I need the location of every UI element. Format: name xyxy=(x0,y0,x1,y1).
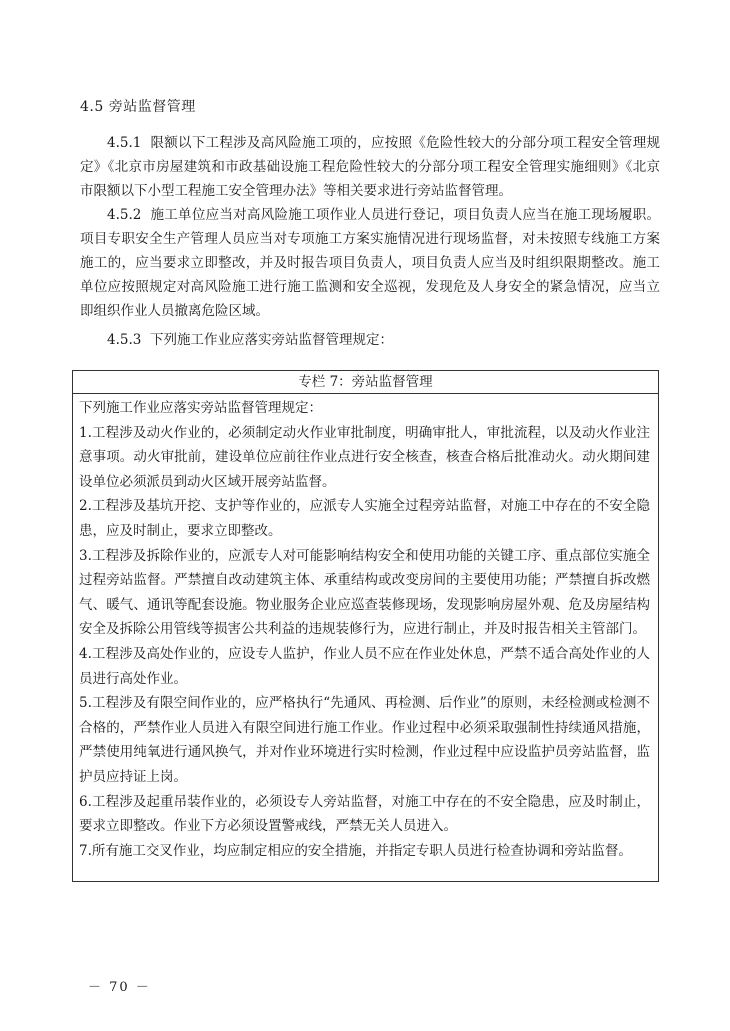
paragraph-4-5-3 xyxy=(80,328,660,352)
box-item-6: 6.工程涉及起重吊装作业的，必须设专人旁站监督，对施工中存在的不安全隐患，应及时制止，要求立即整改。作业下方必须设置警戒线，严禁无关人员进入。 xyxy=(79,793,650,835)
box-item-5: 5.工程涉及有限空间作业的，应严格执行“先通风、再检测、后作业”的原则，未经检测或检测不合格的，严禁作业人员进入有限空间进行施工作业。作业过程中必须采取强制性持续通风措施，严禁使用纯氧进行通风换气，并对作业环境进行实时检测，作业过程中应设监护员旁站监督，监护员应持证上岗。 xyxy=(79,695,650,785)
paragraph-text: 施工单位应当对高风险施工项作业人员进行登记，项目负责人应当在施工现场履职。项目专职安全生产管理人员应当对专项施工方案实施情况进行现场监督，对未按照专线施工方案施工的，应当要求立即整改，并及时报告项目负责人，项目负责人应当及时组织限期整改。施工单位应按照规定对高风险施工进行施工监测和安全巡视，发现危及人身安全的紧急情况，应当立即组织作业人员撤离危险区域。 xyxy=(80,207,660,319)
box-body xyxy=(73,394,658,863)
box-intro: 下列施工作业应落实旁站监督管理规定： xyxy=(79,400,322,416)
page-number: － 70 － xyxy=(88,980,151,995)
box-item-4: 4.工程涉及高处作业的，应设专人监护，作业人员不应在作业处休息，严禁不适合高处作业的人员进行高处作业。 xyxy=(79,645,650,687)
paragraph-text: 限额以下工程涉及高风险施工项的，应按照《危险性较大的分部分项工程安全管理规定》《北京市房屋建筑和市政基础设施工程危险性较大的分部分项工程安全管理实施细则》《北京市限额以下小型工程施工安全管理办法》等相关要求进行旁站监督管理。 xyxy=(80,135,660,199)
box-item-1: 1.工程涉及动火作业的，必须制定动火作业审批制度，明确审批人，审批流程，以及动火作业注意事项。动火审批前，建设单位应前往作业点进行安全核查，核查合格后批准动火。动火期间建设单位必须派员到动火区域开展旁站监督。 xyxy=(79,424,650,490)
box-item-7: 7.所有施工交叉作业，均应制定相应的安全措施，并指定专职人员进行检查协调和旁站监督。 xyxy=(79,842,632,859)
box-title: 专栏 7：旁站监督管理 xyxy=(73,371,658,394)
box-item-3: 3.工程涉及拆除作业的，应派专人对可能影响结构安全和使用功能的关键工序、重点部位实施全过程旁站监督。严禁擅自改动建筑主体、承重结构或改变房间的主要使用功能；严禁擅自拆改燃气、暖气、通讯等配套设施。物业服务企业应巡查装修现场，发现影响房屋外观、危及房屋结构安全及拆除公用管线等损害公共利益的违规装修行为，应进行制止，并及时报告相关主管部门。 xyxy=(79,547,650,638)
paragraph-number: 4.5.1 xyxy=(107,135,142,151)
paragraph-4-5-1 xyxy=(80,131,660,203)
paragraph-number: 4.5.2 xyxy=(107,207,142,223)
paragraph-text: 下列施工作业应落实旁站监督管理规定： xyxy=(149,332,393,348)
paragraph-4-5-2 xyxy=(80,203,660,323)
box-item-2: 2.工程涉及基坑开挖、支护等作业的，应派专人实施全过程旁站监督，对施工中存在的不安全隐患，应及时制止，要求立即整改。 xyxy=(79,498,650,539)
section-heading: 4.5 旁站监督管理 xyxy=(80,99,196,115)
info-box xyxy=(72,370,659,882)
paragraph-number: 4.5.3 xyxy=(107,332,142,348)
